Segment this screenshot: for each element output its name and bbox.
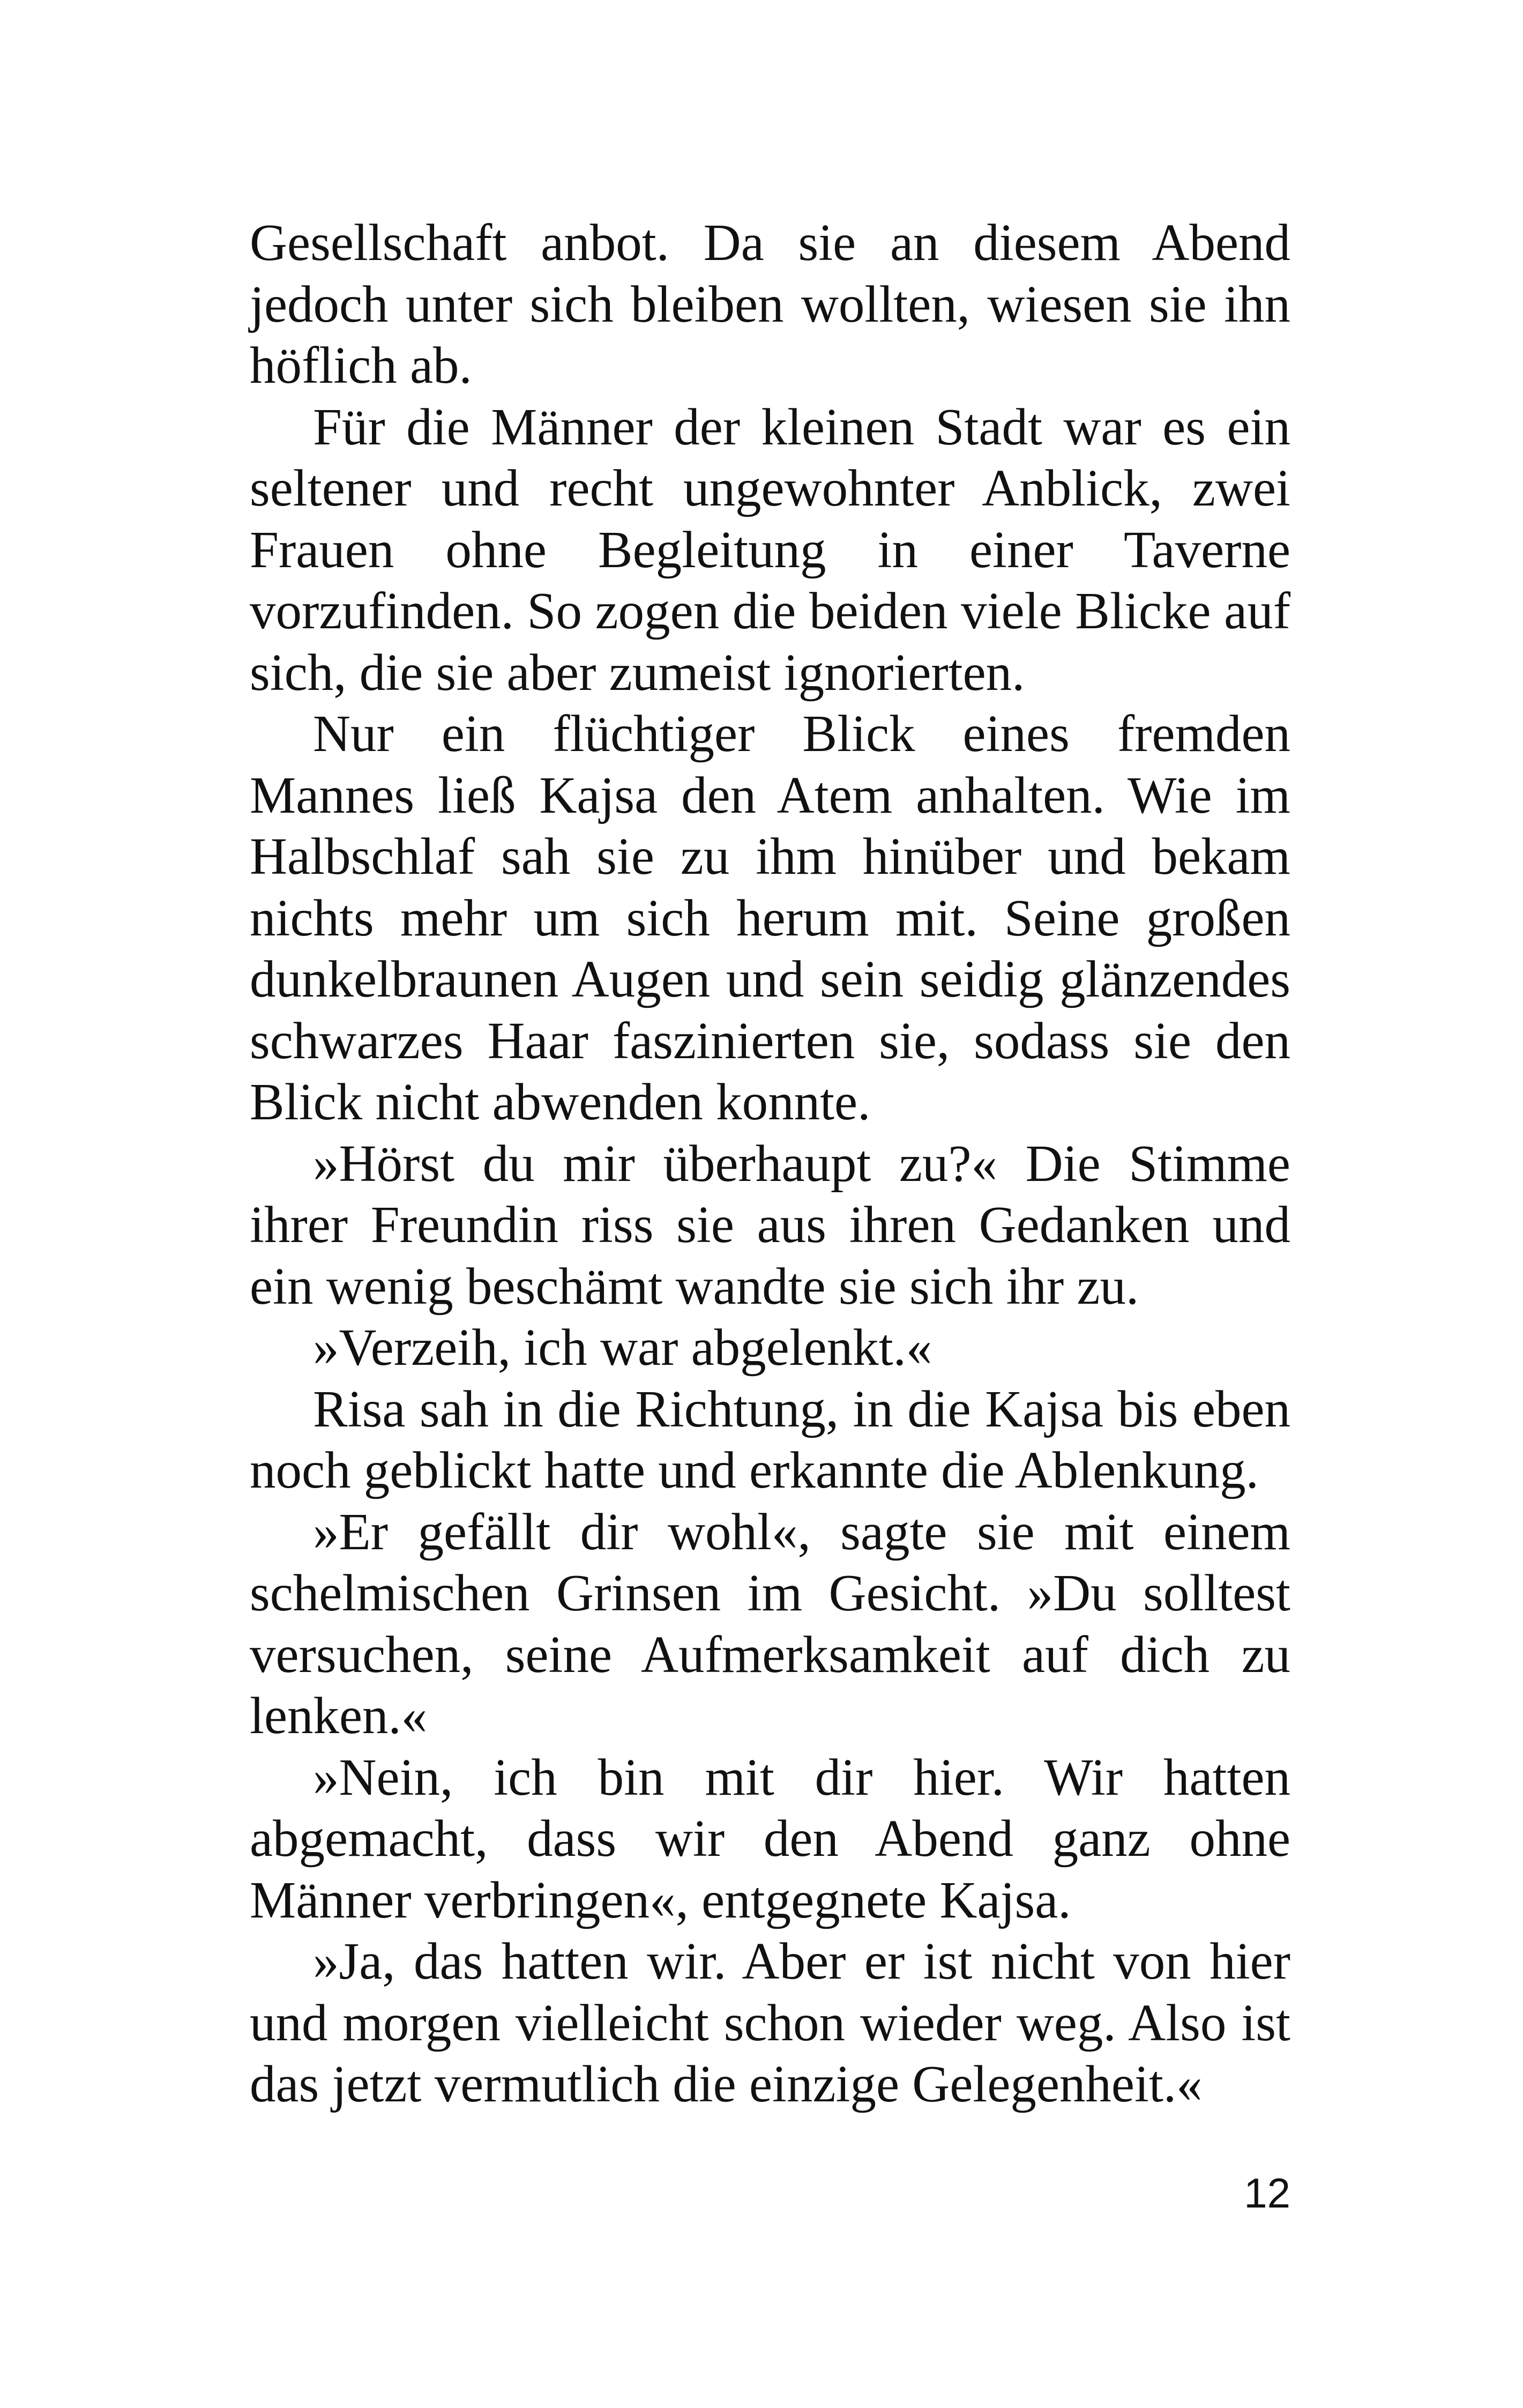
body-text	[250, 212, 1290, 2115]
paragraph-6: Risa sah in die Richtung, in die Kajsa bis eben noch geblickt hatte und erkannte die Ablenkung.	[250, 1380, 1290, 1499]
paragraph-9: »Ja, das hatten wir. Aber er ist nicht von hier und morgen vielleicht schon wieder weg. Also ist das jetzt vermutlich die einzige Gelegenheit.«	[250, 1933, 1290, 2113]
page-number: 12	[1244, 2169, 1290, 2217]
paragraph-7: »Er gefällt dir wohl«, sagte sie mit einem schelmischen Grinsen im Gesicht. »Du solltest versuchen, seine Aufmerksamkeit auf dich zu lenken.«	[250, 1503, 1290, 1744]
paragraph-1: Gesellschaft anbot. Da sie an diesem Abend jedoch unter sich bleiben wollten, wiesen sie ihn höflich ab.	[250, 214, 1290, 394]
paragraph-5: »Verzeih, ich war abgelenkt.«	[313, 1319, 932, 1376]
paragraph-8: »Nein, ich bin mit dir hier. Wir hatten abgemacht, dass wir den Abend ganz ohne Männer verbringen«, entgegnete Kajsa.	[250, 1748, 1290, 1929]
paragraph-2: Für die Männer der kleinen Stadt war es ein seltener und recht ungewohnter Anblick, zwei Frauen ohne Begleitung in einer Taverne vorzufinden. So zogen die beiden viele Blicke auf sich, die sie aber zumeist ignorierten.	[250, 398, 1290, 701]
paragraph-4: »Hörst du mir überhaupt zu?« Die Stimme ihrer Freundin riss sie aus ihren Gedanken und ein wenig beschämt wandte sie sich ihr zu.	[250, 1134, 1290, 1315]
paragraph-3: Nur ein flüchtiger Blick eines fremden Mannes ließ Kajsa den Atem anhalten. Wie im Halbschlaf sah sie zu ihm hinüber und bekam nichts mehr um sich herum mit. Seine großen dunkelbraunen Augen und sein seidig glänzendes schwarzes Haar faszinierten sie, sodass sie den Blick nicht abwenden konnte.	[250, 705, 1290, 1131]
